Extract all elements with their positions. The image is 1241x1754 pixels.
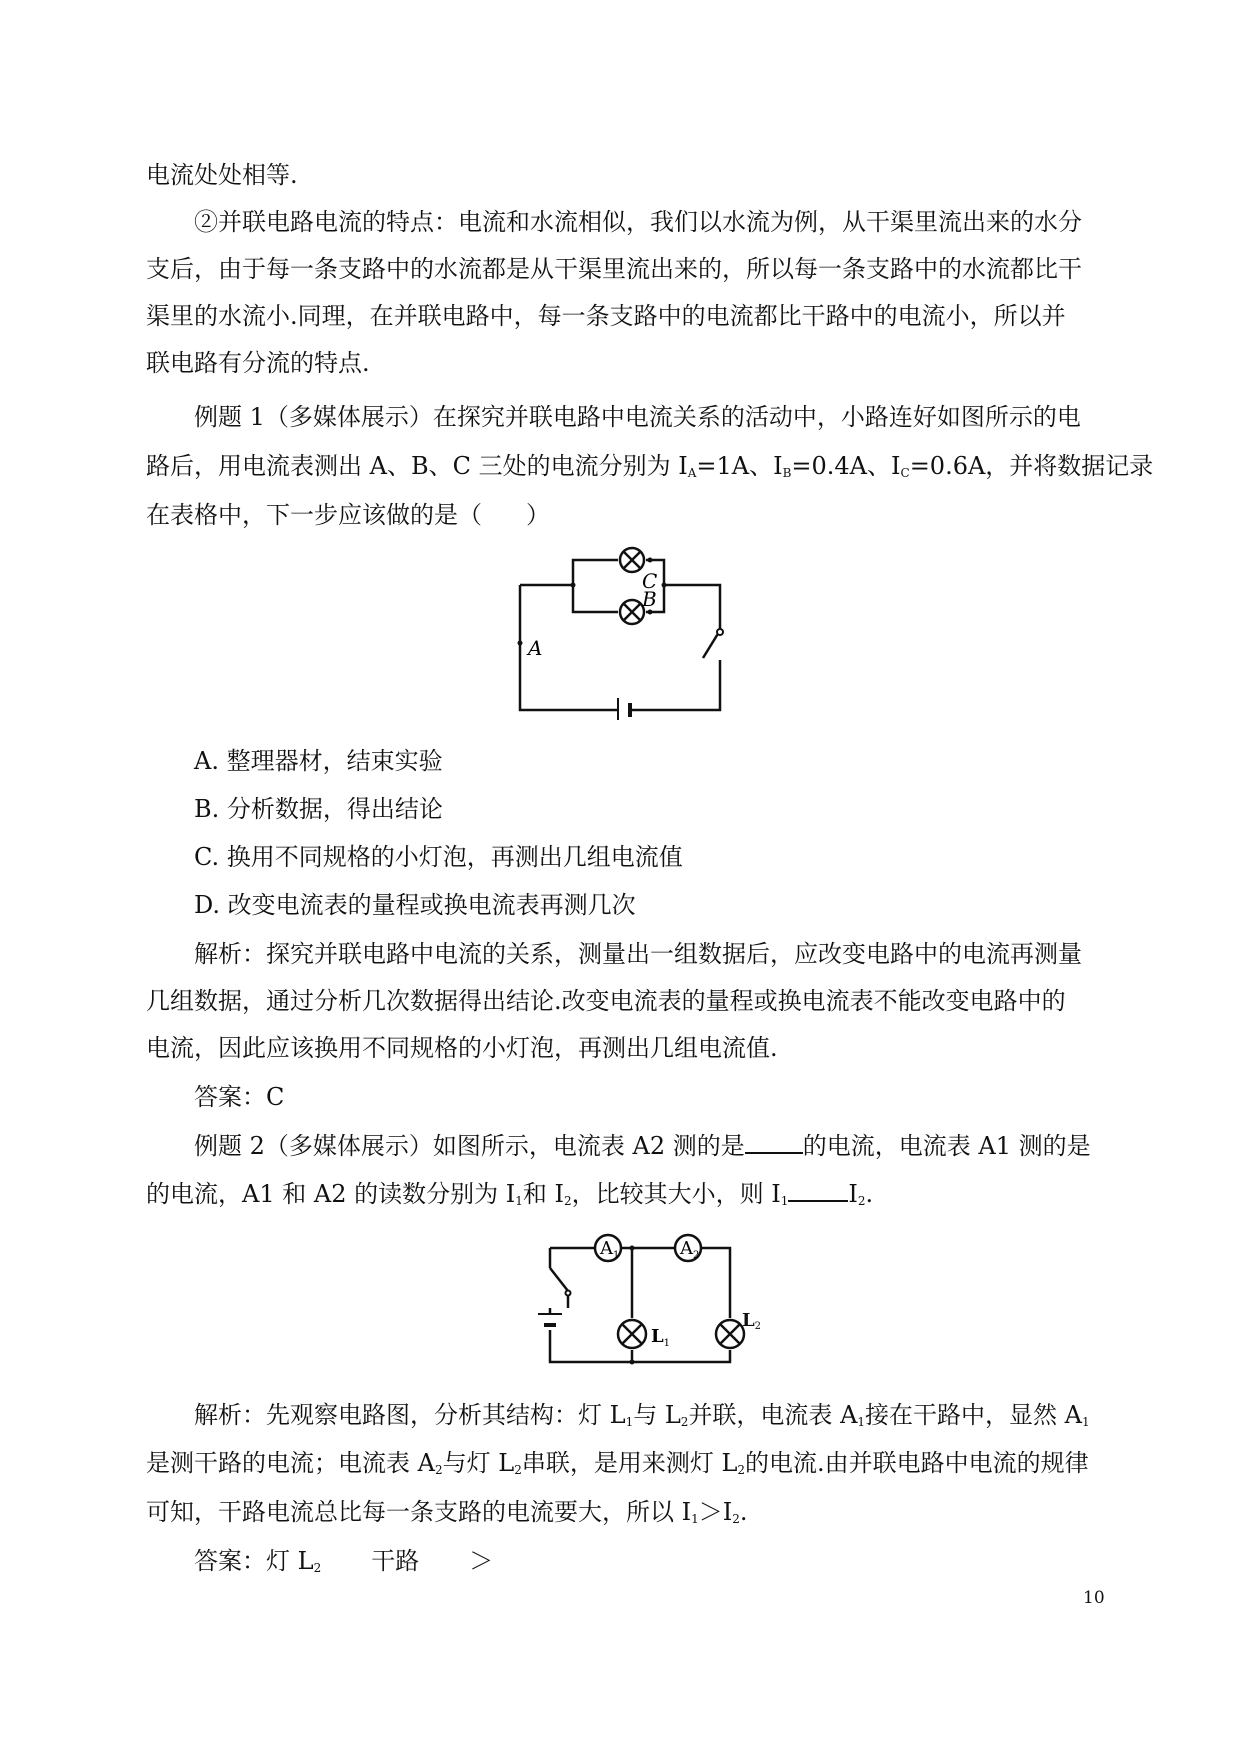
point-label-c: C: [642, 569, 658, 593]
answer1: 答案：C: [194, 1083, 285, 1111]
example1-line: 例题 1（多媒体展示）在探究并联电路中电流关系的活动中，小路连好如图所示的电: [194, 403, 1081, 431]
point-label-a: A: [528, 636, 543, 660]
example2-line: 的电流，A1 和 A2 的读数分别为 $I_1$和 $I_2$，比较其大小，则 $I_1$ $I_2$.: [146, 1180, 874, 1208]
analysis1-line: 解析：探究并联电路中电流的关系，测量出一组数据后，应改变电路中的电流再测量: [194, 940, 1082, 968]
option-b: B. 分析数据，得出结论: [194, 795, 443, 823]
answer2: 答案：灯 $L_2$ 干路 ＞: [194, 1547, 494, 1575]
analysis1-line: 几组数据，通过分析几次数据得出结论.改变电流表的量程或换电流表不能改变电路中的: [146, 987, 1066, 1015]
page-number: 10: [1083, 1588, 1105, 1608]
analysis2-line: 解析：先观察电路图，分析其结构：灯 $L_1$与 $L_2$并联，电流表 $A_1$接在干路中，显然 $A_1$: [194, 1401, 1090, 1429]
svg-text:A2: $A_2$: [680, 1238, 700, 1261]
option-d: D. 改变电流表的量程或换电流表再测几次: [194, 891, 636, 919]
para-line: ②并联电路电流的特点：电流和水流相似，我们以水流为例，从干渠里流出来的水分: [194, 208, 1082, 236]
svg-text:L1: $L_1$: [651, 1326, 671, 1349]
circuit-diagram-2: [520, 1218, 750, 1368]
svg-text:A1: $A_1$: [600, 1238, 620, 1261]
circuit-diagram-1: [500, 540, 730, 720]
analysis1-line: 电流，因此应该换用不同规格的小灯泡，再测出几组电流值.: [146, 1034, 778, 1062]
example2-line: 例题 2（多媒体展示）如图所示，电流表 A2 测的是 的电流，电流表 A1 测的是: [194, 1132, 1091, 1160]
para-line: 电流处处相等.: [146, 161, 298, 189]
example1-line: 路后，用电流表测出 A、B、C 三处的电流分别为 $I_A=1A$、$I_B=0.4A$、$I_C=0.6A$，并将数据记录: [146, 452, 1154, 480]
point-label-b: B: [642, 587, 657, 611]
example1-line: 在表格中，下一步应该做的是（ ）: [146, 501, 550, 529]
para-line: 支后，由于每一条支路中的水流都是从干渠里流出来的，所以每一条支路中的水流都比干: [146, 255, 1082, 283]
para-line: 渠里的水流小.同理，在并联电路中，每一条支路中的电流都比干路中的电流小，所以并: [146, 302, 1066, 330]
analysis2-line: 是测干路的电流；电流表 $A_2$与灯 $L_2$串联，是用来测灯 $L_2$的电流.由并联电路中电流的规律: [146, 1449, 1089, 1477]
option-a: A. 整理器材，结束实验: [194, 747, 443, 775]
analysis2-line: 可知，干路电流总比每一条支路的电流要大，所以 $I_1>I_2$.: [146, 1498, 748, 1526]
option-c: C. 换用不同规格的小灯泡，再测出几组电流值: [194, 843, 683, 871]
para-line: 联电路有分流的特点.: [146, 349, 370, 377]
lamp-l2-label: $L_2$: [742, 1310, 762, 1332]
